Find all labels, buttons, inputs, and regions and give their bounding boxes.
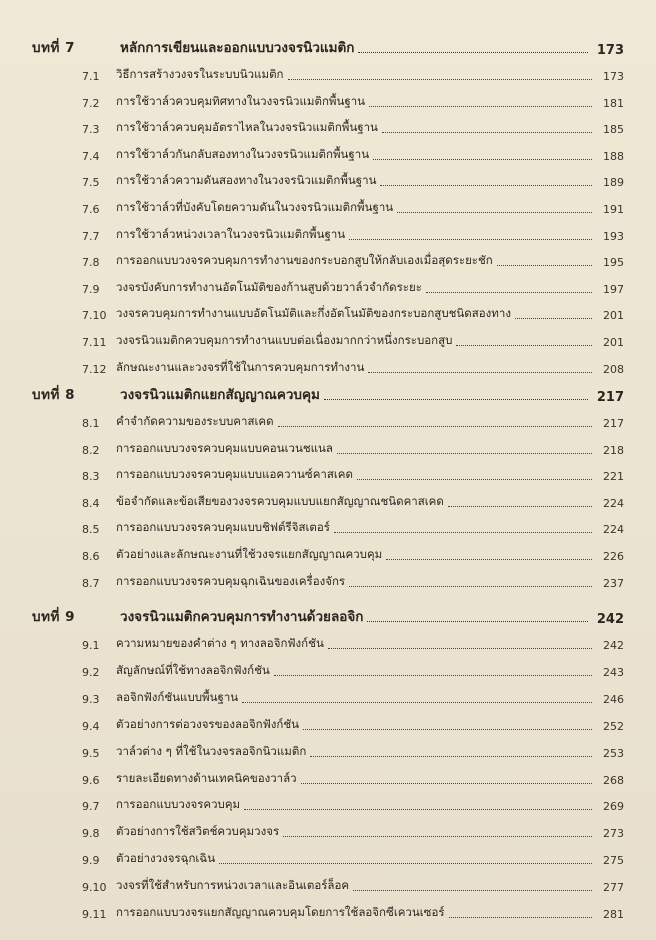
- toc-entry: [82, 89, 624, 111]
- section-page-number: 208: [603, 362, 624, 376]
- section-page-number: 191: [603, 203, 624, 216]
- dot-leader: [334, 532, 592, 533]
- section-page-number: 281: [603, 908, 624, 921]
- dot-leader: [303, 729, 592, 730]
- dot-leader: [337, 453, 592, 454]
- section-number: 7.1: [82, 70, 100, 83]
- dot-leader: [349, 586, 592, 587]
- toc-entry: [82, 489, 624, 511]
- dot-leader: [219, 863, 592, 864]
- section-number: 8.5: [82, 523, 100, 537]
- toc-entry: [82, 900, 624, 922]
- toc-entry: [82, 631, 624, 653]
- section-page-number: 226: [603, 550, 624, 563]
- section-number: 7.4: [82, 149, 100, 163]
- section-number: 9.6: [82, 773, 100, 787]
- section-title: วงจรควบคุมการทำงานแบบอัตโนมัติและกึ่งอัตโนมัติของกระบอกสูบชนิดสองทาง: [116, 306, 511, 321]
- section-number: 9.9: [82, 854, 100, 868]
- section-number: 8.3: [82, 470, 100, 484]
- toc-entry: [82, 115, 624, 137]
- section-number: 7.11: [82, 336, 107, 349]
- dot-leader: [456, 345, 592, 346]
- section-number: 9.5: [82, 746, 100, 760]
- chapter-label: บทที่ 8: [32, 387, 75, 403]
- section-page-number: 246: [603, 692, 624, 706]
- chapter-heading: [32, 34, 624, 58]
- dot-leader: [278, 426, 592, 427]
- dot-leader: [368, 372, 592, 373]
- chapter-title: วงจรนิวแมติกควบคุมการทำงานด้วยลอจิก: [120, 609, 364, 625]
- section-number: 7.2: [82, 96, 100, 110]
- section-number: 9.3: [82, 692, 100, 706]
- section-number: 8.4: [82, 496, 100, 510]
- section-number: 7.3: [82, 123, 100, 137]
- toc-entry: [82, 766, 624, 788]
- section-title: การออกแบบวงจรควบคุมแบบคอนเวนชแนล: [116, 440, 333, 455]
- dot-leader: [369, 106, 592, 107]
- section-number: 8.7: [82, 576, 100, 590]
- dot-leader: [310, 756, 592, 757]
- chapter-page-number: 242: [596, 612, 624, 627]
- section-title: ตัวอย่างการต่อวงจรของลอจิกฟังก์ชัน: [116, 716, 300, 731]
- section-title: ข้อจำกัดและข้อเสียของวงจรควบคุมแบบแยกสัญญาณชนิดคาสเคด: [116, 493, 444, 508]
- section-number: 9.4: [82, 719, 100, 733]
- section-page-number: 193: [603, 229, 624, 243]
- section-number: 9.11: [82, 908, 107, 921]
- dot-leader: [353, 890, 592, 891]
- section-title: ลอจิกฟังก์ชันแบบพื้นฐาน: [116, 689, 239, 704]
- section-title: การออกแบบวงจรควบคุม: [116, 797, 241, 812]
- section-number: 7.5: [82, 176, 100, 190]
- dot-leader: [397, 212, 592, 213]
- section-page-number: 253: [603, 746, 624, 760]
- section-title: วงจรนิวแมติกควบคุมการทำงานแบบต่อเนื่องมากกว่าหนึ่งกระบอกสูบ: [116, 333, 453, 347]
- dot-leader: [373, 159, 592, 160]
- dot-leader: [349, 239, 592, 240]
- section-page-number: 195: [603, 256, 624, 270]
- section-title: วงจรที่ใช้สำหรับการหน่วงเวลาและอินเตอร์ล็อค: [116, 878, 350, 893]
- section-title: วงจรบังคับการทำงานอัตโนมัติของก้านสูบด้วยวาล์วจำกัดระยะ: [116, 279, 422, 294]
- toc-entry: [82, 846, 624, 868]
- toc-entry: [82, 542, 624, 564]
- toc-entry: [82, 739, 624, 761]
- dot-leader: [274, 675, 592, 676]
- dot-leader: [357, 479, 592, 480]
- toc-entry: [82, 819, 624, 841]
- chapter-heading: [32, 603, 624, 627]
- chapter-page-number: 173: [596, 43, 624, 58]
- section-title: รายละเอียดทางด้านเทคนิคของวาล์ว: [116, 770, 297, 785]
- toc-entry: [82, 142, 624, 164]
- section-title: ตัวอย่างและลักษณะงานที่ใช้วงจรแยกสัญญาณควบคุม: [116, 547, 383, 561]
- toc-entry: [82, 62, 624, 84]
- dot-leader: [324, 399, 588, 400]
- toc-entry: [82, 195, 624, 217]
- dot-leader: [382, 132, 592, 133]
- section-title: การออกแบบวงจรควบคุมแบบแอควานซ์คาสเคด: [116, 467, 353, 482]
- dot-leader: [283, 836, 592, 837]
- section-number: 7.8: [82, 256, 100, 270]
- toc-entry: [82, 792, 624, 814]
- section-page-number: 275: [603, 854, 624, 868]
- dot-leader: [301, 783, 592, 784]
- toc-entry: [82, 712, 624, 734]
- section-page-number: 243: [603, 665, 624, 679]
- section-page-number: 273: [603, 827, 624, 841]
- section-page-number: 173: [603, 70, 624, 83]
- dot-leader: [288, 79, 592, 80]
- toc-entry: [82, 462, 624, 484]
- section-title: การใช้วาล์วหน่วงเวลาในวงจรนิวแมติกพื้นฐาน: [116, 226, 346, 241]
- section-title: การใช้วาล์วที่บังคับโดยความดันในวงจรนิวแมติกพื้นฐาน: [116, 200, 394, 214]
- chapter-title: หลักการเขียนและออกแบบวงจรนิวแมติก: [120, 40, 355, 56]
- section-number: 8.6: [82, 550, 100, 563]
- section-page-number: 237: [603, 576, 624, 590]
- section-page-number: 217: [603, 417, 624, 430]
- section-number: 7.9: [82, 282, 100, 296]
- section-page-number: 189: [603, 176, 624, 190]
- chapter-label: บทที่ 7: [32, 40, 75, 56]
- toc-entry: [82, 328, 624, 350]
- dot-leader: [497, 265, 592, 266]
- toc-entry: [82, 301, 624, 323]
- dot-leader: [328, 648, 592, 649]
- section-number: 9.2: [82, 665, 100, 679]
- chapter-title: วงจรนิวแมติกแยกสัญญาณควบคุม: [120, 387, 320, 403]
- section-number: 7.12: [82, 362, 107, 376]
- section-page-number: 197: [603, 282, 624, 296]
- toc-entry: [82, 515, 624, 537]
- dot-leader: [380, 185, 592, 186]
- section-number: 9.7: [82, 800, 100, 814]
- toc-entry: [82, 355, 624, 377]
- dot-leader: [358, 52, 588, 53]
- section-page-number: 181: [603, 96, 624, 110]
- section-title: ลักษณะงานและวงจรที่ใช้ในการควบคุมการทำงาน: [116, 359, 365, 374]
- section-number: 8.1: [82, 417, 100, 430]
- section-page-number: 221: [603, 470, 624, 484]
- section-title: การออกแบบวงจรควบคุมแบบชิฟต์รีจิสเตอร์: [116, 520, 330, 535]
- section-title: การใช้วาล์วความดันสองทางในวงจรนิวแมติกพื้นฐาน: [116, 173, 377, 188]
- dot-leader: [367, 621, 588, 622]
- section-title: การออกแบบวงจรควบคุมฉุกเฉินของเครื่องจักร: [116, 573, 346, 588]
- section-number: 7.6: [82, 203, 100, 216]
- toc-entry: [82, 248, 624, 270]
- section-title: การออกแบบวงจรแยกสัญญาณควบคุมโดยการใช้ลอจิกซีเควนเซอร์: [116, 905, 445, 919]
- toc-entry: [82, 436, 624, 458]
- section-number: 9.10: [82, 881, 107, 895]
- toc-entry: [82, 569, 624, 591]
- dot-leader: [449, 917, 592, 918]
- section-title: การใช้วาล์วควบคุมอัตราไหลในวงจรนิวแมติกพื้นฐาน: [116, 120, 378, 135]
- section-page-number: 252: [603, 719, 624, 733]
- section-title: วาล์วต่าง ๆ ที่ใช้ในวงจรลอจิกนิวแมติก: [116, 743, 307, 758]
- toc-entry: [82, 168, 624, 190]
- section-title: ตัวอย่างวงจรฉุกเฉิน: [116, 851, 216, 866]
- dot-leader: [515, 318, 592, 319]
- section-page-number: 242: [603, 639, 624, 652]
- section-number: 9.8: [82, 827, 100, 841]
- dot-leader: [242, 702, 592, 703]
- section-page-number: 224: [603, 523, 624, 537]
- toc-entry: [82, 409, 624, 431]
- section-title: การใช้วาล์วควบคุมทิศทางในวงจรนิวแมติกพื้นฐาน: [116, 93, 366, 108]
- section-page-number: 268: [603, 773, 624, 787]
- section-title: สัญลักษณ์ที่ใช้ทางลอจิกฟังก์ชัน: [116, 662, 270, 677]
- chapter-page-number: 217: [596, 390, 624, 405]
- section-page-number: 188: [603, 149, 624, 163]
- section-page-number: 218: [603, 443, 624, 457]
- toc-entry: [82, 873, 624, 895]
- section-page-number: 277: [603, 881, 624, 895]
- toc-entry: [82, 222, 624, 244]
- dot-leader: [448, 506, 592, 507]
- section-page-number: 201: [603, 336, 624, 349]
- toc-entry: [82, 275, 624, 297]
- section-title: ความหมายของคำต่าง ๆ ทางลอจิกฟังก์ชัน: [116, 636, 324, 650]
- dot-leader: [426, 292, 592, 293]
- section-page-number: 269: [603, 800, 624, 814]
- section-title: คำจำกัดความของระบบคาสเคด: [116, 414, 274, 428]
- section-number: 7.10: [82, 309, 107, 323]
- section-title: วิธีการสร้างวงจรในระบบนิวแมติก: [116, 67, 284, 81]
- dot-leader: [244, 809, 592, 810]
- section-page-number: 224: [603, 496, 624, 510]
- section-page-number: 185: [603, 123, 624, 137]
- dot-leader: [386, 559, 592, 560]
- section-title: ตัวอย่างการใช้สวิตช์ควบคุมวงจร: [116, 824, 280, 839]
- chapter-heading: [32, 381, 624, 405]
- section-title: การออกแบบวงจรควบคุมการทำงานของกระบอกสูบให้กลับเองเมื่อสุดระยะชัก: [116, 253, 493, 268]
- section-number: 9.1: [82, 639, 100, 652]
- section-number: 8.2: [82, 443, 100, 457]
- section-number: 7.7: [82, 229, 100, 243]
- toc-entry: [82, 658, 624, 680]
- section-title: การใช้วาล์วกันกลับสองทางในวงจรนิวแมติกพื้นฐาน: [116, 146, 370, 161]
- section-page-number: 201: [603, 309, 624, 323]
- chapter-label: บทที่ 9: [32, 609, 75, 625]
- toc-entry: [82, 685, 624, 707]
